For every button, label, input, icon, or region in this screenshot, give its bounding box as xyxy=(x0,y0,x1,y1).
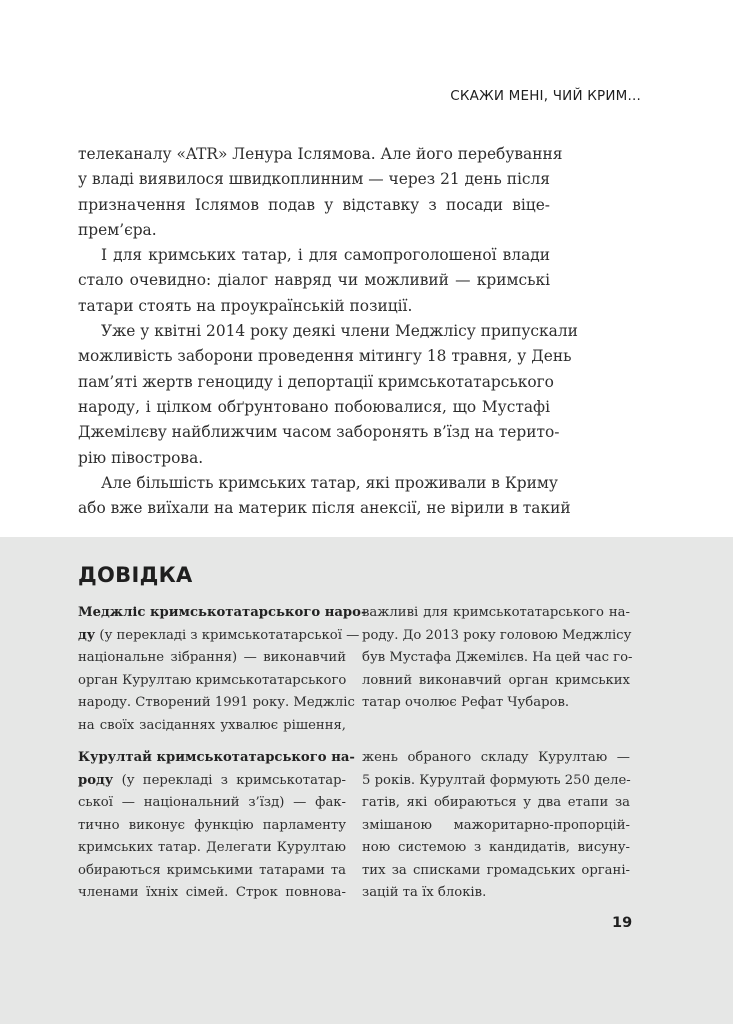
text-line: зацій та їх блоків. xyxy=(362,885,487,900)
text-line: призначення Іслямов подав у відставку з посади віце- xyxy=(78,195,550,214)
text-line: членами їхніх сімей. Строк повнова- xyxy=(78,885,346,900)
text-line: ною системою з кандидатів, висуну- xyxy=(362,840,630,855)
text-line: національне зібрання) — виконавчий xyxy=(78,650,346,665)
entry-mejlis-right-column xyxy=(362,602,633,715)
sidebar-title: ДОВІДКА xyxy=(78,563,193,587)
text-line: можливість заборони проведення мітингу 18 травня, у День xyxy=(78,347,572,366)
text-line: важливі для кримськотатарського на- xyxy=(362,605,630,620)
text-line: татар очолює Рефат Чубаров. xyxy=(362,695,570,710)
text-line: жень обраного складу Курултаю — xyxy=(362,750,630,765)
text-line: стало очевидно: діалог навряд чи можливий — кримські xyxy=(78,271,550,290)
text-line: прем’єра. xyxy=(78,220,157,239)
paragraph xyxy=(78,142,563,243)
text-line: І для кримських татар, і для самопроголошеної влади xyxy=(101,246,550,265)
text-line: був Мустафа Джемілєв. На цей час го- xyxy=(362,650,633,665)
running-head: СКАЖИ МЕНІ, ЧИЙ КРИМ... xyxy=(450,88,641,104)
term-heading: Меджліс кримськотатарського наро- xyxy=(78,605,367,620)
text-line: роду. До 2013 року головою Меджлісу xyxy=(362,627,632,643)
entry-kurultai-left-column xyxy=(78,747,355,905)
paragraph xyxy=(78,471,571,522)
text-line: орган Курултаю кримськотатарського xyxy=(78,672,347,688)
text-line: рію півострова. xyxy=(78,448,204,467)
text-line: ду (у перекладі з кримськотатарської — xyxy=(78,627,360,643)
text-line: або вже виїхали на материк після анексії, не вірили в такий xyxy=(78,499,571,518)
page-number: 19 xyxy=(612,915,633,931)
term-heading: Курултай кримськотатарського на- xyxy=(78,750,355,765)
term-heading-end: роду xyxy=(78,772,114,788)
text-line: Уже у квітні 2014 року деякі члени Меджлісу припускали xyxy=(101,322,578,341)
text-line: телеканалу «ATR» Ленура Іслямова. Але його перебування xyxy=(78,145,563,163)
text-line: змішаною мажоритарно-пропорцій- xyxy=(362,817,630,833)
text-line: 5 років. Курултай формують 250 деле- xyxy=(362,772,631,788)
text-line: роду (у перекладі з кримськотатар- xyxy=(78,772,346,788)
text-line: татари стоять на проукраїнській позиції. xyxy=(78,296,413,315)
entry-mejlis-left-column xyxy=(78,602,367,737)
text-line: Але більшість кримських татар, які проживали в Криму xyxy=(101,473,558,492)
text-line: обираються кримськими татарами та xyxy=(78,862,346,878)
text-line: ської — національний з’їзд) — фак- xyxy=(78,795,346,810)
text-line: народу. Створений 1991 року. Меджліс xyxy=(78,695,355,710)
paragraph xyxy=(78,319,578,471)
text-line: ловний виконавчий орган кримських xyxy=(362,672,630,688)
text-line: народу, і цілком обґрунтовано побоювалися, що Мустафі xyxy=(78,397,550,416)
entry-kurultai-right-column xyxy=(362,747,630,905)
text-line: пам’яті жертв геноциду і депортації кримськотатарського xyxy=(78,372,554,391)
text-line: у владі виявилося швидкоплинним — через 21 день після xyxy=(78,170,550,189)
main-body-text xyxy=(78,142,578,521)
paragraph xyxy=(78,243,550,319)
text-line: кримських татар. Делегати Курултаю xyxy=(78,840,346,855)
text-line: тих за списками громадських органі- xyxy=(362,862,630,878)
text-line: на своїх засіданнях ухвалює рішення, xyxy=(78,717,346,733)
text-line: тично виконує функцію парламенту xyxy=(78,817,346,833)
term-heading-end: ду xyxy=(78,627,96,643)
text-line: гатів, які обираються у два етапи за xyxy=(362,795,630,810)
text-line: Джемілєву найближчим часом заборонять в’їзд на терито- xyxy=(78,423,560,442)
